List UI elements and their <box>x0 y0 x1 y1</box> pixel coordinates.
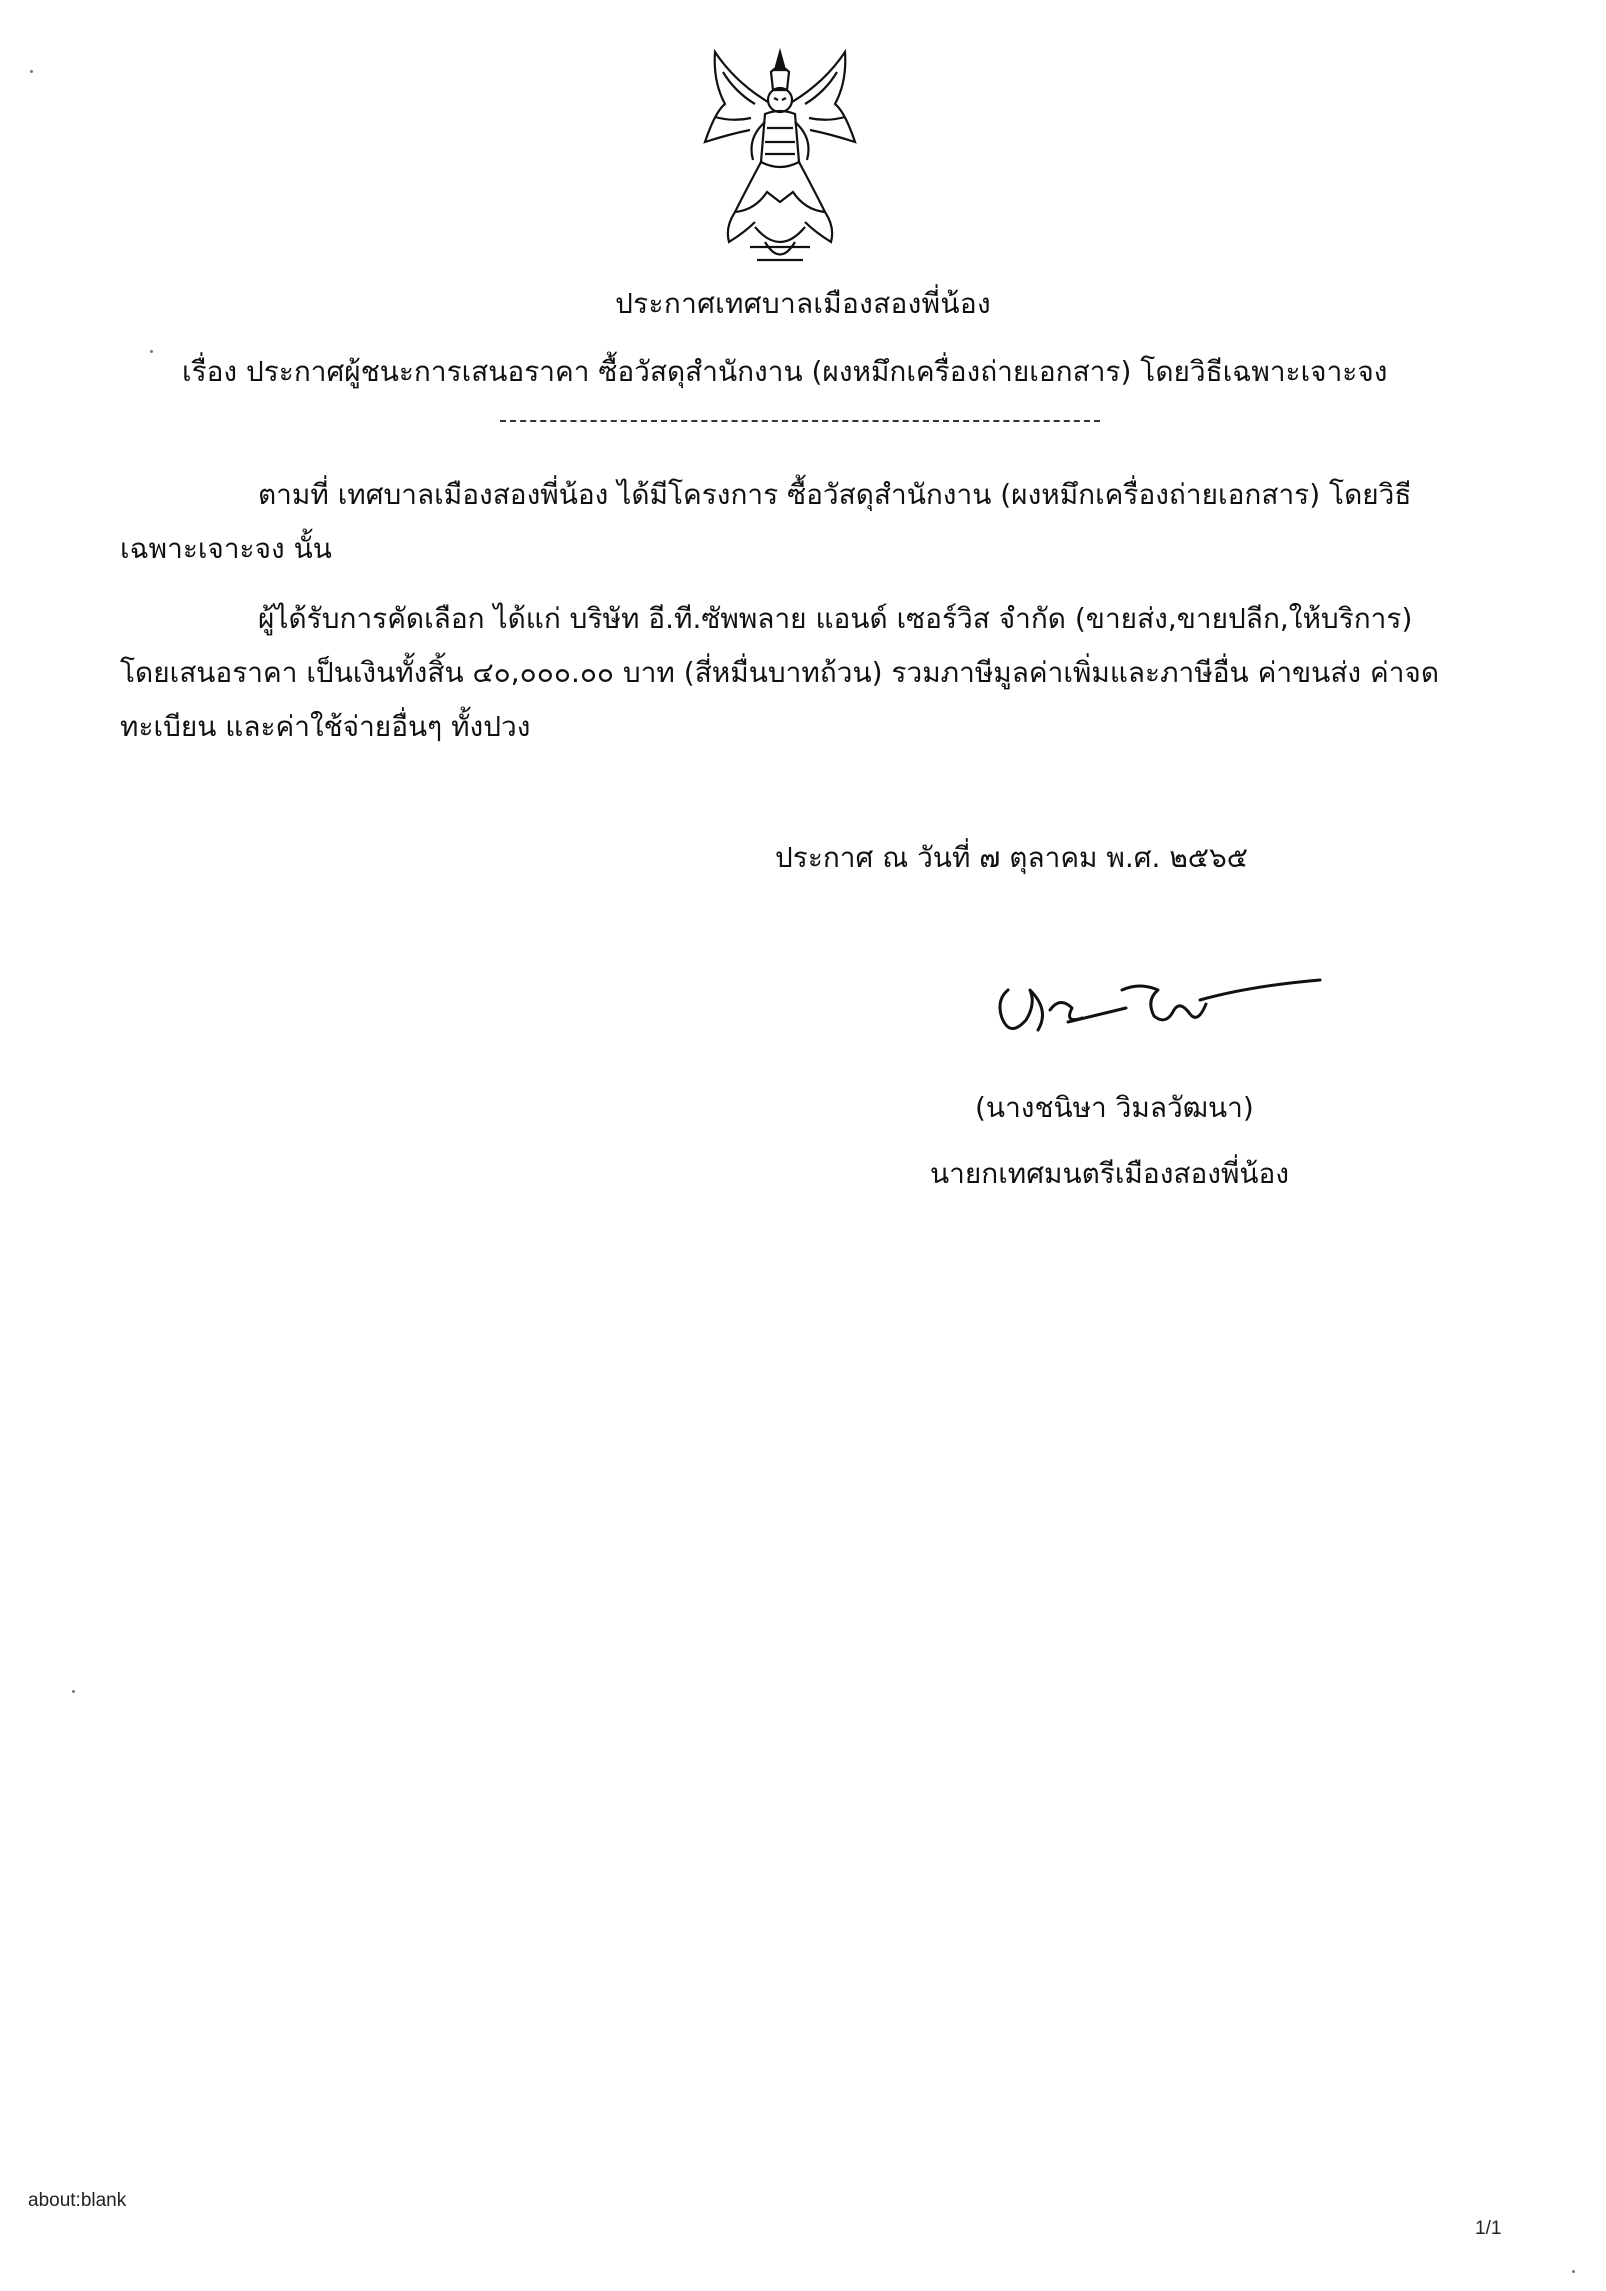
announcement-subject: เรื่อง ประกาศผู้ชนะการเสนอราคา ซื้อวัสดุสำนักงาน (ผงหมึกเครื่องถ่ายเอกสาร) โดยวิธีเฉพาะเจาะจง <box>182 355 1388 388</box>
scan-speck <box>30 70 33 73</box>
body-paragraph-1 <box>120 468 1440 576</box>
paragraph-1-text: ตามที่ เทศบาลเมืองสองพี่น้อง ได้มีโครงการ ซื้อวัสดุสำนักงาน (ผงหมึกเครื่องถ่ายเอกสาร) โดยวิธีเฉพาะเจาะจง นั้น <box>120 478 1412 565</box>
footer-page-number: 1/1 <box>1475 2218 1502 2239</box>
garuda-emblem-icon <box>695 42 865 282</box>
scan-speck <box>150 350 153 353</box>
announcement-title: ประกาศเทศบาลเมืองสองพี่น้อง <box>615 287 991 320</box>
signer-position: นายกเทศมนตรีเมืองสองพี่น้อง <box>930 1157 1290 1190</box>
footer-url: about:blank <box>28 2190 127 2211</box>
signer-name: (นางชนิษา วิมลวัฒนา) <box>975 1091 1254 1124</box>
scan-speck <box>1572 2270 1575 2273</box>
scan-speck <box>72 1690 75 1693</box>
divider-line <box>500 420 1100 422</box>
body-paragraph-2 <box>120 592 1440 754</box>
announcement-date: ประกาศ ณ วันที่ ๗ ตุลาคม พ.ศ. ๒๕๖๕ <box>775 841 1248 874</box>
handwritten-signature <box>990 960 1330 1050</box>
paragraph-2-text: ผู้ได้รับการคัดเลือก ได้แก่ บริษัท อี.ที.ซัพพลาย แอนด์ เซอร์วิส จำกัด (ขายส่ง,ขายปลีก,ให้บริการ) โดยเสนอราคา เป็นเงินทั้งสิ้น ๔๐,๐๐๐.๐๐ บาท (สี่หมื่นบาทถ้วน) รวมภาษีมูลค่าเพิ่มและภาษีอื่น ค่าขนส่ง ค่าจดทะเบียน และค่าใช้จ่ายอื่นๆ ทั้งปวง <box>120 602 1440 743</box>
